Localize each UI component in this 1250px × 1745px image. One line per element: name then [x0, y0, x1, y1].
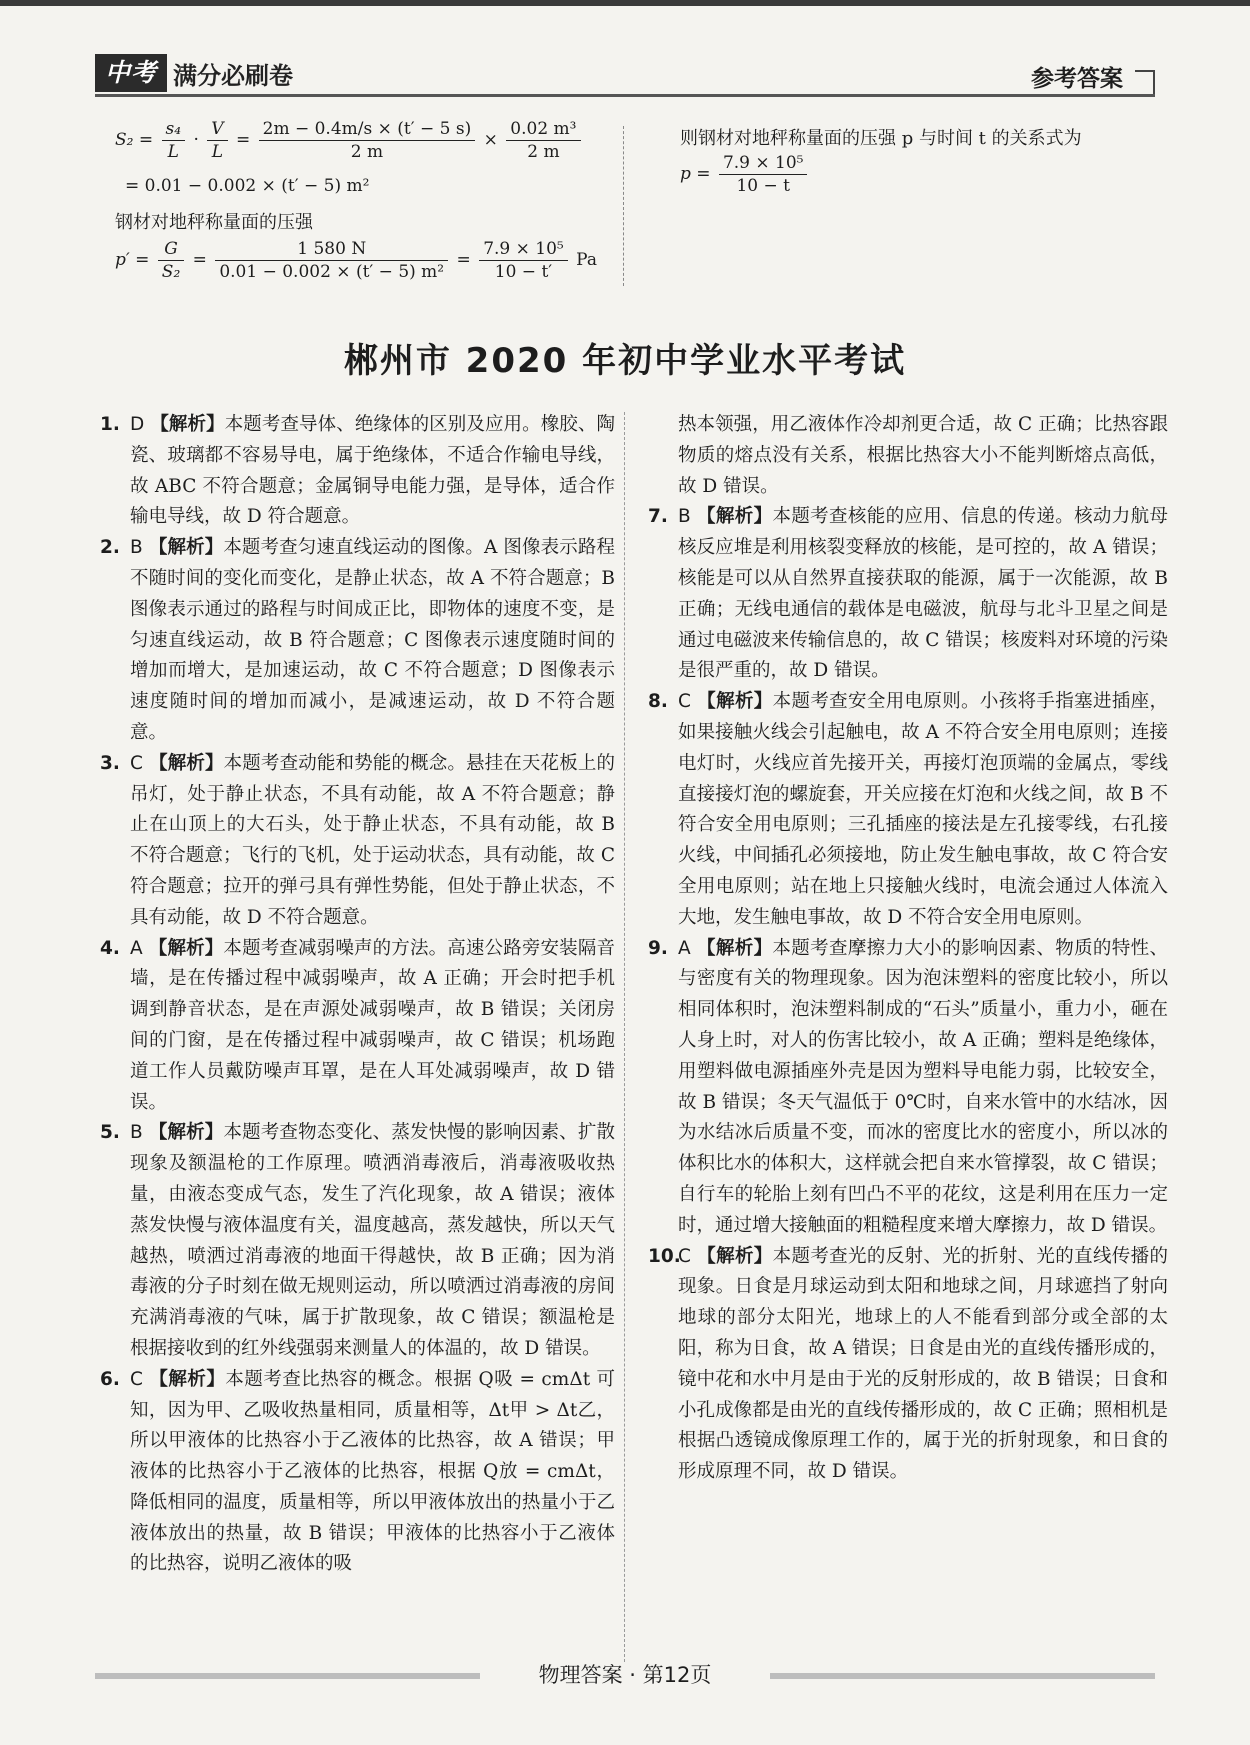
exam-title: 郴州市 2020 年初中学业水平考试: [343, 341, 907, 381]
top-border-line: [0, 0, 1250, 6]
page-number: 物理答案 · 第12页: [538, 1663, 712, 1687]
answer-letter: B: [678, 506, 691, 528]
question-number: 2.: [100, 537, 120, 559]
header-rule: [95, 94, 1155, 97]
answers-left-column: [100, 410, 615, 1580]
analysis-tag: 【解析】: [696, 1245, 773, 1267]
analysis-tag: 【解析】: [148, 1368, 226, 1390]
analysis-text: 本题考查动能和势能的概念。悬挂在天花板上的吊灯，处于静止状态，不具有动能，故 A 不符合题意；静止在山顶上的大石头，处于静止状态，不具有动能，故 B 不符合题意；飞行的飞机，处于运动状态，具有动能，故 C 符合题意；拉开的弹弓具有弹性势能，但处于静止状态，不具有动能，故 D 不符合题意。: [130, 752, 615, 928]
analysis-text: 本题考查核能的应用、信息的传递。核动力航母核反应堆是利用核裂变释放的核能，是可控的，故 A 错误；核能是可以从自然界直接获取的能源，属于一次能源，故 B 正确；无线电通信的载体是电磁波，航母与北斗卫星之间是通过电磁波来传输信息的，故 C 错误；核废料对环境的污染是很严重的，故 D 错误。: [678, 506, 1168, 682]
question-number: 1.: [100, 414, 120, 435]
question-number: 6.: [100, 1368, 120, 1390]
formula-pressure-time: p = $\frac{\text{7.9 × 10⁵}}{10 - t}$: [680, 152, 810, 197]
answer-letter: C: [678, 1245, 691, 1267]
answer-item: [648, 1242, 1168, 1488]
answer-letter: D: [130, 414, 145, 435]
analysis-text: 本题考查匀速直线运动的图像。A 图像表示路程不随时间的变化而变化，是静止状态，故 A 不符合题意；B 图像表示通过的路程与时间成正比，即物体的速度不变，是匀速直线运动，故 B 符合题意；C 图像表示速度随时间的增加而增大，是加速运动，故 C 不符合题意；D 图像表示速度随时间的增加而减小，是减速运动，故 D 不符合题意。: [130, 537, 615, 743]
question-number: 10.: [648, 1245, 681, 1267]
answer-letter: B: [130, 1122, 143, 1144]
answer-letter: C: [130, 752, 143, 774]
corner-mark-icon: [1135, 70, 1155, 96]
analysis-text: 本题考查导体、绝缘体的区别及应用。橡胶、陶瓷、玻璃都不容易导电，属于绝缘体，不适合作输电导线，故 ABC 不符合题意；金属铜导电能力强，是导体，适合作输电导线，故 D 符合题意。: [130, 414, 615, 528]
answer-item: [100, 749, 615, 934]
column-divider: [624, 412, 625, 1662]
answer-item: [100, 1365, 615, 1581]
analysis-text: 本题考查减弱噪声的方法。高速公路旁安装隔音墙，是在传播过程中减弱噪声，故 A 正确；开会时把手机调到静音状态，是在声源处减弱噪声，故 B 错误；关闭房间的门窗，是在传播过程中减弱噪声，故 C 错误；机场跑道工作人员戴防噪声耳罩，是在人耳处减弱噪声，故 D 错误。: [130, 937, 615, 1113]
question-number: 7.: [648, 506, 668, 528]
analysis-tag: 【解析】: [696, 937, 773, 959]
analysis-tag: 【解析】: [148, 1122, 224, 1144]
answer-item: [648, 502, 1168, 687]
answer-letter: C: [678, 691, 691, 713]
answer-item: [100, 1118, 615, 1364]
answers-right-column: [648, 410, 1168, 1488]
analysis-tag: 【解析】: [696, 506, 773, 528]
analysis-text: 本题考查物态变化、蒸发快慢的影响因素、扩散现象及额温枪的工作原理。喷洒消毒液后，消毒液吸收热量，由液态变成气态，发生了汽化现象，故 A 错误；液体蒸发快慢与液体温度有关，温度越高，蒸发越快，所以天气越热，喷洒过消毒液的地面干得越快，故 B 正确；因为消毒液的分子时刻在做无规则运动，所以喷洒过消毒液的房间充满消毒液的气味，属于扩散现象，故 C 错误；额温枪是根据接收到的红外线强弱来测量人的体温的，故 D 错误。: [130, 1122, 615, 1359]
answer-item: [100, 934, 615, 1119]
analysis-text: 本题考查光的反射、光的折射、光的直线传播的现象。日食是月球运动到太阳和地球之间，月球遮挡了射向地球的部分太阳光，地球上的人不能看到部分或全部的太阳，称为日食，故 A 错误；日食是由光的直线传播形成的，镜中花和水中月是由于光的反射形成的，故 B 错误；日食和小孔成像都是由光的直线传播形成的，故 C 正确；照相机是根据凸透镜成像原理工作的，属于光的折射现象，和日食的形成原理不同，故 D 错误。: [678, 1245, 1168, 1483]
analysis-tag: 【解析】: [148, 937, 224, 959]
page-header: [95, 50, 1155, 98]
question-number: 8.: [648, 691, 668, 713]
analysis-text: 本题考查摩擦力大小的影响因素、物质的特性、与密度有关的物理现象。因为泡沫塑料的密度比较小，所以相同体积时，泡沫塑料制成的“石头”质量小，重力小，砸在人身上时，对人的伤害比较小，故 A 正确；塑料是绝缘体，用塑料做电源插座外壳是因为塑料导电能力弱，比较安全，故 B 错误；冬天气温低于 0℃时，自来水管中的水结冰，因为水结冰后质量不变，而冰的密度比水的密度小，所以冰的体积比水的体积大，这样就会把自来水管撑裂，故 C 错误；自行车的轮胎上刻有凹凸不平的花纹，这是利用在压力一定时，通过增大接触面的粗糙程度来增大摩擦力，故 D 错误。: [678, 937, 1168, 1236]
question-number: 9.: [648, 937, 668, 959]
question-number: 3.: [100, 752, 120, 774]
analysis-tag: 【解析】: [150, 414, 225, 435]
answer-item: [100, 410, 615, 533]
pressure-relation-text: 则钢材对地秤称量面的压强 p 与时间 t 的关系式为: [680, 128, 1082, 149]
answer-item: [100, 533, 615, 749]
brand-title: 满分必刷卷: [173, 62, 293, 90]
brand-badge: 中考: [95, 54, 167, 92]
analysis-text: 本题考查安全用电原则。小孩将手指塞进插座，如果接触火线会引起触电，故 A 不符合安全用电原则；连接电灯时，火线应首先接开关，再接灯泡顶端的金属点，零线直接接灯泡的螺旋套，开关应接在灯泡和火线之间，故 B 不符合安全用电原则；三孔插座的接法是左孔接零线，右孔接火线，中间插孔必须接地，防止发生触电事故，故 C 符合安全用电原则；站在地上只接触火线时，电流会通过人体流入大地，发生触电事故，故 D 不符合安全用电原则。: [678, 691, 1168, 928]
answer-item: [648, 687, 1168, 933]
analysis-tag: 【解析】: [148, 537, 224, 559]
analysis-tag: 【解析】: [148, 752, 224, 774]
answer-letter: A: [130, 937, 143, 959]
answer-letter: C: [130, 1368, 143, 1390]
question-number: 4.: [100, 937, 120, 959]
column-divider: [623, 126, 624, 286]
section-label: 参考答案: [1031, 66, 1123, 92]
answer-letter: A: [678, 937, 691, 959]
formula-section: [95, 118, 1155, 298]
answer-letter: B: [130, 537, 143, 559]
analysis-tag: 【解析】: [696, 691, 773, 713]
analysis-text: 本题考查比热容的概念。根据 Q吸 = cmΔt 可知，因为甲、乙吸收热量相同，质量相等，Δt甲 > Δt乙，所以甲液体的比热容小于乙液体的比热容，故 A 错误；甲液体的比热容小于乙液体的比热容，根据 Q放 = cmΔt，降低相同的温度，质量相等，所以甲液体放出的热量小于乙液体放出的热量，故 B 错误；甲液体的比热容小于乙液体的比热容，说明乙液体的吸: [130, 1368, 615, 1575]
pressure-label: 钢材对地秤称量面的压强: [115, 212, 313, 233]
formula-s2: S₂ = $\frac{\text{s₄}}{L}$ · $\frac{V}{L}$ = $\frac{2m - 0.4m/s \times (t' - 5 s)}{2 m}$ × $\frac{\text{0.02 m³}}{2 m}$: [115, 118, 584, 163]
answer-item: [648, 934, 1168, 1242]
question-number: 5.: [100, 1122, 120, 1144]
formula-s2-result: = 0.01 − 0.002 × (t′ − 5) m²: [125, 176, 370, 196]
page-footer: [95, 1655, 1155, 1695]
formula-pressure: p′ = $\frac{G}{\text{S₂}}$ = $\frac{1 580 N}{\text{0.01 − 0.002 × (t′ − 5) m²}}$ = $\frac{\text{7.9 × 10⁵}}{10 - t'}$ Pa: [115, 239, 597, 282]
item-6-continuation: 热本领强，用乙液体作冷却剂更合适，故 C 正确；比热容跟物质的熔点没有关系，根据比热容大小不能判断熔点高低，故 D 错误。: [678, 414, 1168, 497]
